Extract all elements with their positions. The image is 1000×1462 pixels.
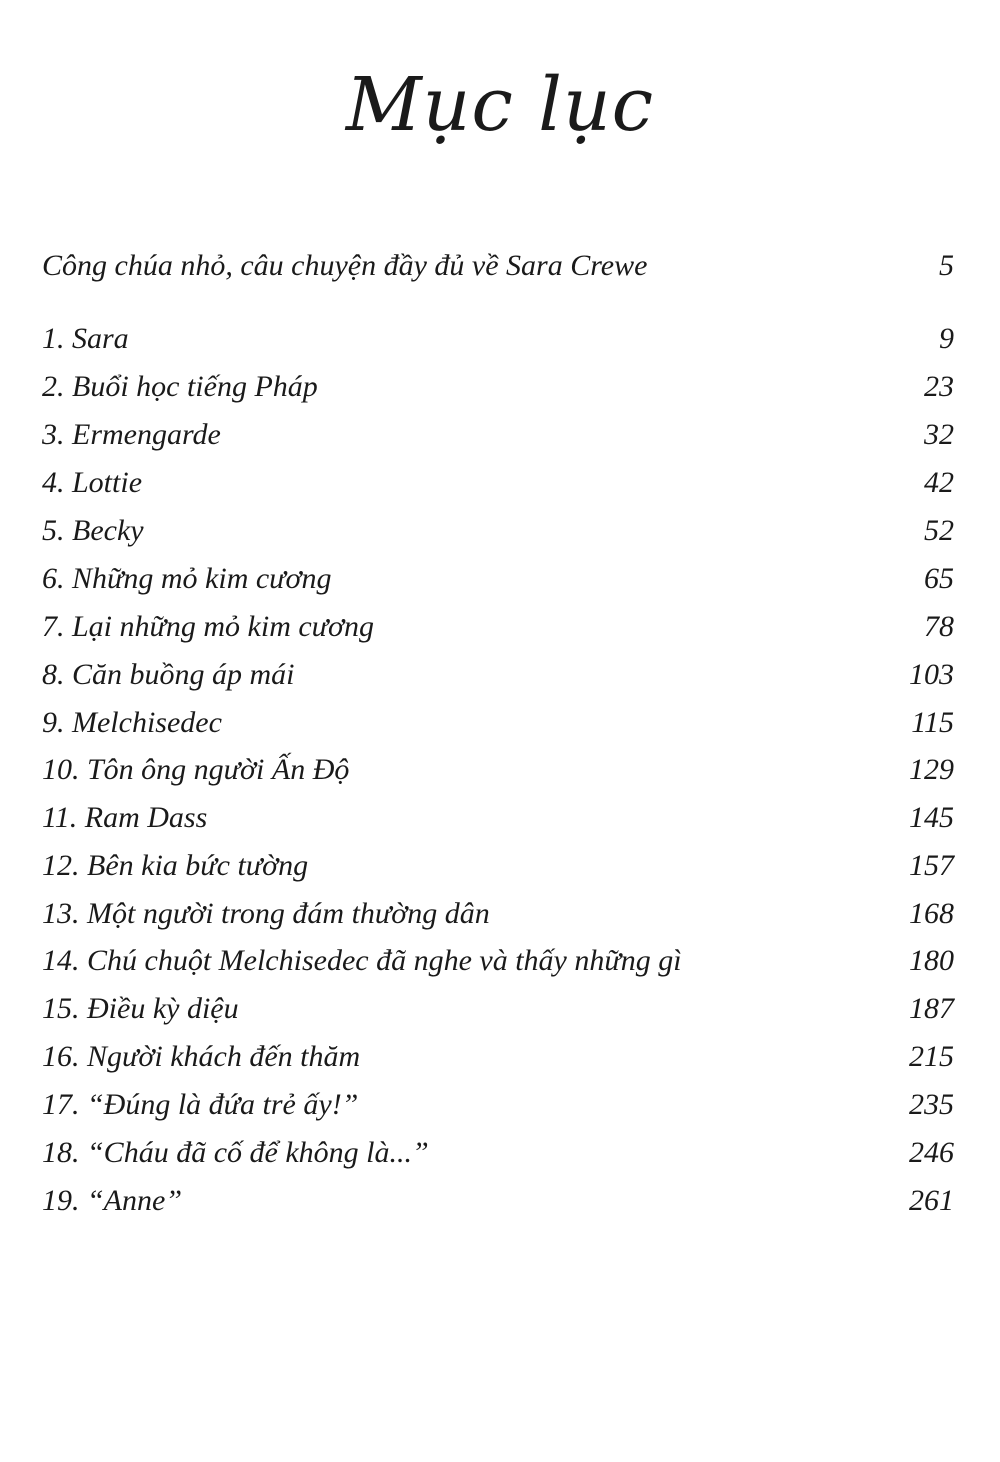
toc-entry-page: 103 (909, 658, 954, 691)
toc-entry-label: 18. “Cháu đã cố để không là...” (42, 1136, 429, 1169)
toc-entry (42, 417, 954, 453)
toc-entry-page: 9 (939, 322, 954, 355)
toc-entry-label: 3. Ermengarde (42, 418, 221, 451)
toc-entry-label: 10. Tôn ông người Ấn Độ (42, 753, 350, 786)
toc-entry-label: 7. Lại những mỏ kim cương (42, 610, 375, 643)
toc-entry-label: 14. Chú chuột Melchisedec đã nghe và thấy những gì (42, 944, 682, 977)
toc-entry (42, 896, 954, 932)
toc-entry (42, 752, 954, 788)
toc-entry (42, 848, 954, 884)
toc-entry (42, 561, 954, 597)
toc-entry-page: 215 (909, 1040, 954, 1073)
toc-entry-label: 17. “Đúng là đứa trẻ ấy!” (42, 1088, 359, 1121)
toc-entry-label: 15. Điều kỳ diệu (42, 992, 239, 1025)
toc-entry (42, 943, 954, 979)
toc-entry-page: 52 (924, 514, 954, 547)
toc-entry (42, 1039, 954, 1075)
toc-entry-page: 78 (924, 610, 954, 643)
toc-entry-label: 6. Những mỏ kim cương (42, 562, 332, 595)
toc-entry-page: 261 (909, 1184, 954, 1217)
page-title: Mục lục (345, 62, 655, 148)
toc-entry (42, 609, 954, 645)
toc-entry-label: 4. Lottie (42, 466, 143, 499)
toc-entry (42, 321, 954, 357)
toc-entry-label: 19. “Anne” (42, 1184, 183, 1217)
toc-entry-page: 157 (909, 849, 954, 882)
toc-entry (42, 991, 954, 1027)
toc-entry-label: Công chúa nhỏ, câu chuyện đầy đủ về Sara Crewe (42, 249, 648, 282)
toc-entry-label: 12. Bên kia bức tường (42, 849, 309, 882)
toc-entry-page: 65 (924, 562, 954, 595)
toc-entry-page: 32 (924, 418, 954, 451)
toc-entry-label: 13. Một người trong đám thường dân (42, 897, 490, 930)
toc-entry-page: 235 (909, 1088, 954, 1121)
toc-entry-page: 180 (909, 944, 954, 977)
toc-entry-page: 246 (909, 1136, 954, 1169)
toc-entry (42, 369, 954, 405)
toc-entry-page: 187 (909, 992, 954, 1025)
toc-entry-label: 16. Người khách đến thăm (42, 1040, 361, 1073)
toc-entry-label: 5. Becky (42, 514, 144, 547)
toc-entry-label: 9. Melchisedec (42, 706, 222, 739)
toc-entry (42, 1087, 954, 1123)
toc-entry-page: 168 (909, 897, 954, 930)
toc-entry-page: 115 (911, 706, 954, 739)
toc-entry-page: 23 (924, 370, 954, 403)
toc-entry (42, 513, 954, 549)
toc-entry-page: 5 (939, 249, 954, 282)
toc-entry (42, 465, 954, 501)
toc-entry (42, 657, 954, 693)
toc-entry-label: 8. Căn buồng áp mái (42, 658, 295, 691)
toc-entry (42, 1183, 954, 1219)
toc-entry-intro (42, 248, 954, 284)
toc-entry-page: 129 (909, 753, 954, 786)
toc-entry-label: 1. Sara (42, 322, 129, 355)
toc-entry-label: 11. Ram Dass (42, 801, 208, 834)
toc-entry (42, 1135, 954, 1171)
toc-entry-page: 42 (924, 466, 954, 499)
toc-entry-page: 145 (909, 801, 954, 834)
toc-entry (42, 705, 954, 741)
toc-entry (42, 800, 954, 836)
toc-entry-label: 2. Buổi học tiếng Pháp (42, 370, 318, 403)
